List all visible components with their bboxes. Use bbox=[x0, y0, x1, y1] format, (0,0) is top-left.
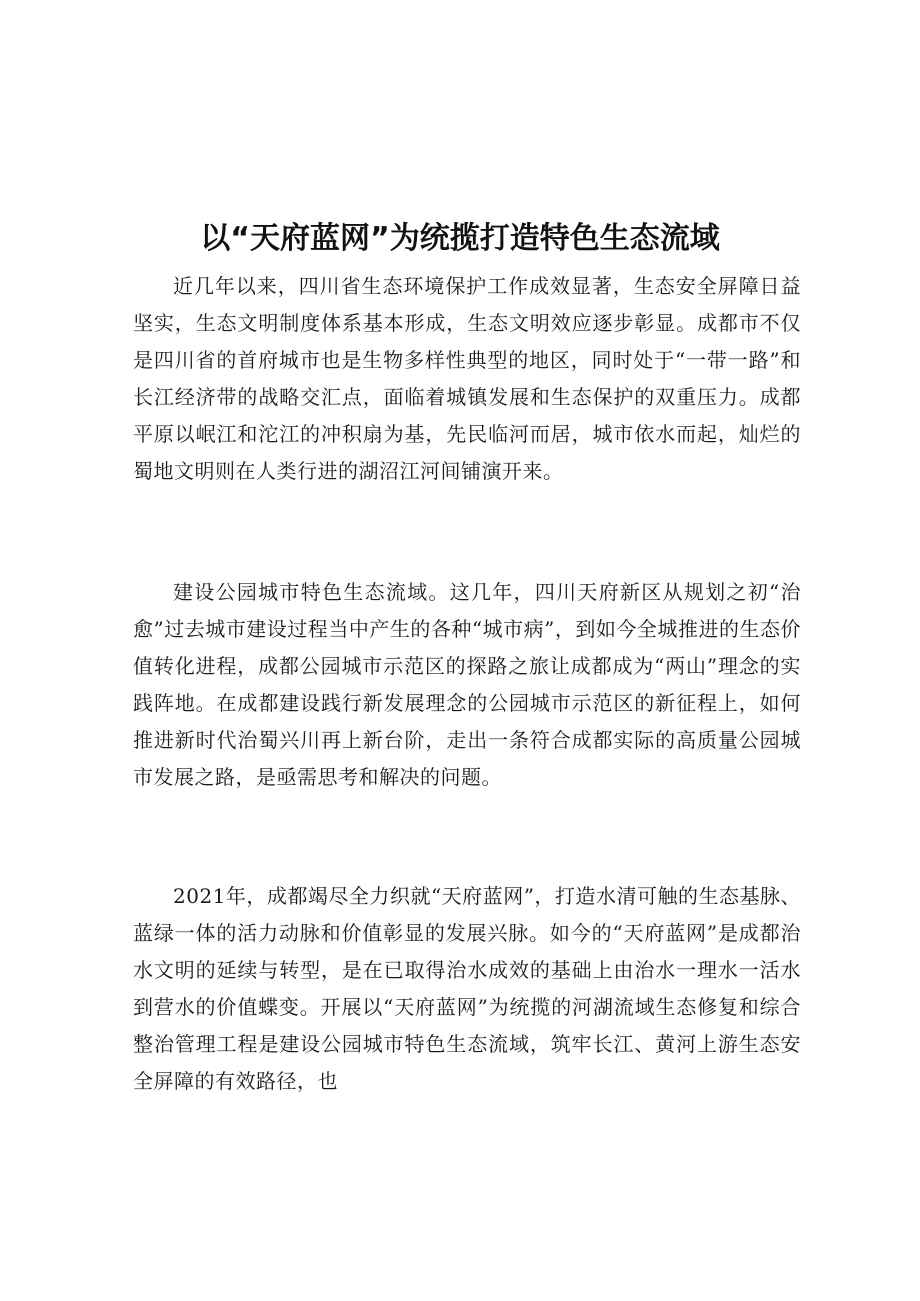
document-title: 以“天府蓝网”为统揽打造特色生态流域 bbox=[200, 221, 720, 256]
paragraph-1: 近几年以来，四川省生态环境保护工作成效显著，生态安全屏障日益坚实，生态文明制度体系基本形成，生态文明效应逐步彰显。成都市不仅是四川省的首府城市也是生物多样性典型的地区，同时处于“一带一路”和长江经济带的战略交汇点，面临着城镇发展和生态保护的双重压力。成都平原以岷江和沱江的冲积扇为基，先民临河而居，城市依水而起，灿烂的蜀地文明则在人类行进的湖沼江河间铺演开来。 bbox=[133, 274, 801, 483]
paragraph-3: 2021年，成都竭尽全力织就“天府蓝网”，打造水清可触的生态基脉、蓝绿一体的活力动脉和价值彰显的发展兴脉。如今的“天府蓝网”是成都治水文明的延续与转型，是在已取得治水成效的基础上由治水一理水一活水到营水的价值蝶变。开展以“天府蓝网”为统揽的河湖流域生态修复和综合整治管理工程是建设公园城市特色生态流域，筑牢长江、黄河上游生态安全屏障的有效路径，也 bbox=[133, 884, 801, 1093]
paragraph-2: 建设公园城市特色生态流域。这几年，四川天府新区从规划之初“治愈”过去城市建设过程当中产生的各种“城市病”，到如今全城推进的生态价值转化进程，成都公园城市示范区的探路之旅让成都成为“两山”理念的实践阵地。在成都建设践行新发展理念的公园城市示范区的新征程上，如何推进新时代治蜀兴川再上新台阶，走出一条符合成都实际的高质量公园城市发展之路，是亟需思考和解决的问题。 bbox=[133, 580, 801, 789]
